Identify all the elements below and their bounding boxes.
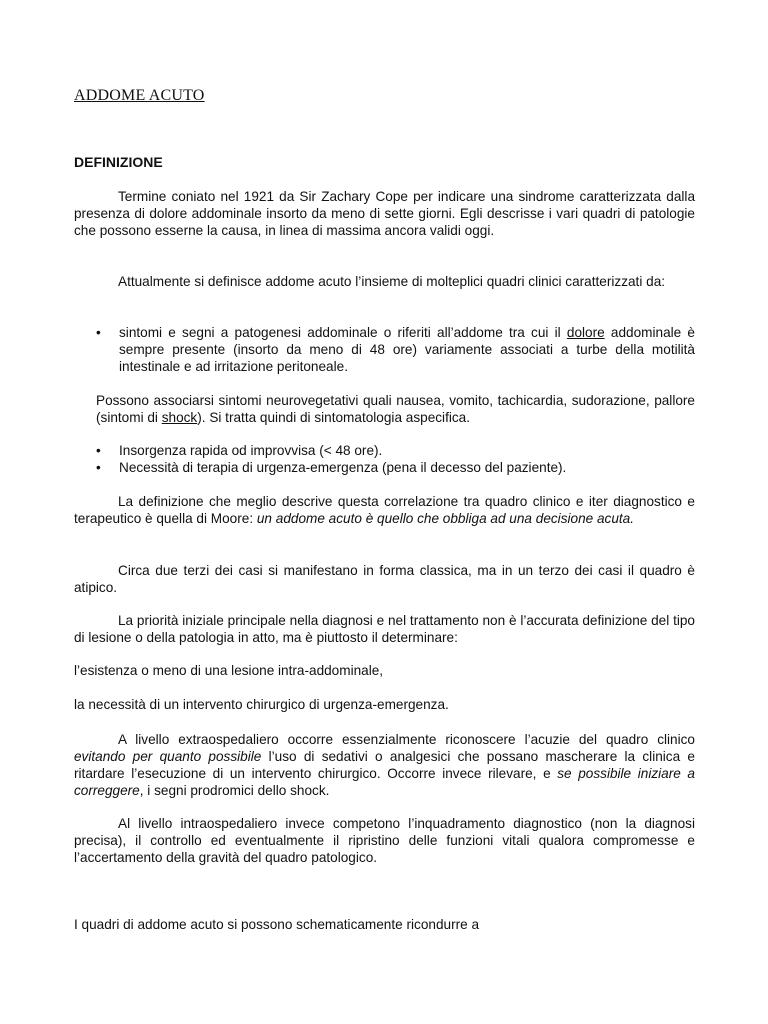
paragraph-lesion: l’esistenza o meno di una lesione intra-addominale, [74,663,384,678]
list-item: • Insorgenza rapida od improvvisa (< 48 ore). [96,443,383,458]
bullet-list-criteria [74,442,695,476]
document-page [74,0,695,1024]
paragraph-extrahospital: A livello extraospedaliero occorre essenzialmente riconoscere l’acuzie del quadro clinico evitando per quanto possibile l’uso di sedativi o analgesici che possano mascherare la clinica e ritardare l’esecuzione di un intervento chirurgico. Occorre invece rilevare, e se possibile iniziare a correggere, i segni prodromici dello shock. [74,732,695,798]
bullet-icon: • [96,443,101,458]
paragraph-classification: I quadri di addome acuto si possono schematicamente ricondurre a [74,917,480,932]
list-item: • sintomi e segni a patogenesi addominale o riferiti all’addome tra cui il dolore addominale è sempre presente (insorto da meno di 48 ore) variamente associati a turbe della motilità intestinale e ad irritazione peritoneale. [96,325,695,374]
document-title: ADDOME ACUTO [74,87,205,104]
link-dolore[interactable]: dolore [566,325,605,340]
paragraph-surgery: la necessità di un intervento chirurgico di urgenza-emergenza. [74,697,449,712]
paragraph-priority: La priorità iniziale principale nella diagnosi e nel trattamento non è l’accurata definizione del tipo di lesione o della patologia in atto, ma è piuttosto il determinare: [74,613,695,645]
bullet-icon: • [96,460,101,475]
section-heading: DEFINIZIONE [74,154,163,170]
paragraph-intrahospital: Al livello intraospedaliero invece competono l’inquadramento diagnostico (non la diagnosi precisa), il controllo ed eventualmente il ripristino delle funzioni vitali qualora compromesse e l’accertamento della gravità del quadro patologico. [74,816,695,865]
paragraph-current-definition: Attualmente si definisce addome acuto l’insieme di molteplici quadri clinici caratterizzati da: [118,274,666,289]
paragraph-origin: Termine coniato nel 1921 da Sir Zachary Cope per indicare una sindrome caratterizzata dalla presenza di dolore addominale insorto da meno di sette giorni. Egli descrisse i vari quadri di patologie che possono esserne la causa, in linea di massima ancora validi oggi. [74,189,695,238]
paragraph-neurovegetative: Possono associarsi sintomi neurovegetativi quali nausea, vomito, tachicardia, sudorazione, pallore (sintomi di shock). Si tratta quindi di sintomatologia aspecifica. [96,393,695,425]
bullet-list-symptoms [74,324,695,375]
link-shock[interactable]: shock [161,410,198,425]
bullet-icon: • [96,325,101,340]
list-item: • Necessità di terapia di urgenza-emergenza (pena il decesso del paziente). [96,460,567,475]
paragraph-moore: La definizione che meglio descrive questa correlazione tra quadro clinico e iter diagnostico e terapeutico è quella di Moore: un addome acuto è quello che obbliga ad una decisione acuta. [74,494,695,526]
paragraph-classic-form: Circa due terzi dei casi si manifestano in forma classica, ma in un terzo dei casi il quadro è atipico. [74,563,695,595]
